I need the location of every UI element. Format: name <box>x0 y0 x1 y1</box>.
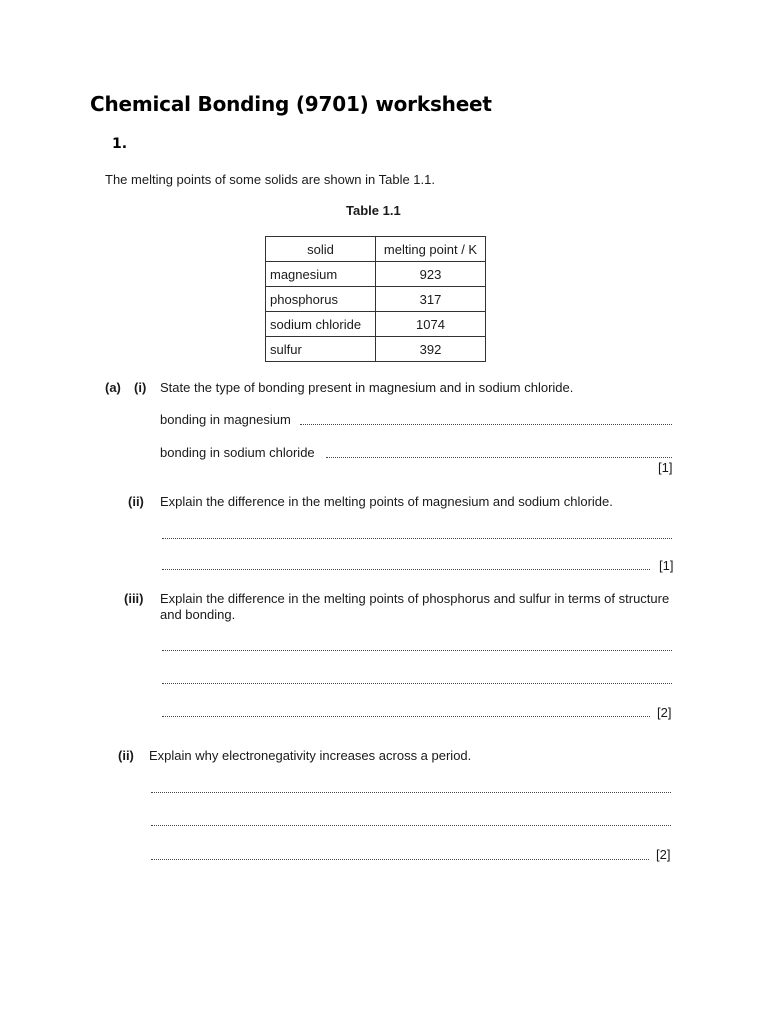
answer-line-bonding-sodium-chloride[interactable] <box>326 456 672 458</box>
table-cell-melting-point: 317 <box>376 287 486 312</box>
part-a-iii-question-line2: and bonding. <box>160 607 236 622</box>
part-a-iii-label: (iii) <box>124 591 144 606</box>
table-row <box>266 287 486 312</box>
question-intro: The melting points of some solids are shown in Table 1.1. <box>105 172 435 187</box>
answer-line-a-ii-1[interactable] <box>162 537 672 539</box>
marks-ii: [2] <box>656 847 671 862</box>
bonding-magnesium-label: bonding in magnesium <box>160 412 291 427</box>
part-a-ii-label: (ii) <box>128 494 144 509</box>
question-number: 1. <box>112 136 128 152</box>
table-row <box>266 312 486 337</box>
answer-line-ii-3[interactable] <box>151 858 649 860</box>
melting-point-table <box>265 236 486 362</box>
part-a-i-question: State the type of bonding present in magnesium and in sodium chloride. <box>160 380 574 395</box>
table-row <box>266 262 486 287</box>
marks-a-i: [1] <box>658 460 673 475</box>
part-a-i-label: (i) <box>134 380 147 395</box>
part-a-label: (a) <box>105 380 121 395</box>
part-ii-question: Explain why electronegativity increases across a period. <box>149 748 472 763</box>
table-header-melting-point: melting point / K <box>376 237 486 262</box>
page-title: Chemical Bonding (9701) worksheet <box>90 92 492 116</box>
table-row <box>266 337 486 362</box>
answer-line-ii-1[interactable] <box>151 791 671 793</box>
table-cell-melting-point: 1074 <box>376 312 486 337</box>
marks-a-iii: [2] <box>657 705 672 720</box>
part-a-ii-question: Explain the difference in the melting points of magnesium and sodium chloride. <box>160 494 613 509</box>
table-cell-solid: sulfur <box>266 337 376 362</box>
answer-line-a-iii-3[interactable] <box>162 715 650 717</box>
bonding-sodium-chloride-label: bonding in sodium chloride <box>160 445 315 460</box>
table-cell-solid: magnesium <box>266 262 376 287</box>
table-cell-solid: phosphorus <box>266 287 376 312</box>
table-header-solid: solid <box>266 237 376 262</box>
answer-line-ii-2[interactable] <box>151 824 671 826</box>
answer-line-bonding-magnesium[interactable] <box>300 423 672 425</box>
answer-line-a-ii-2[interactable] <box>162 568 650 570</box>
table-cell-solid: sodium chloride <box>266 312 376 337</box>
part-a-iii-question-line1: Explain the difference in the melting points of phosphorus and sulfur in terms of structure <box>160 591 670 606</box>
answer-line-a-iii-1[interactable] <box>162 649 672 651</box>
answer-line-a-iii-2[interactable] <box>162 682 672 684</box>
part-ii-label: (ii) <box>118 748 134 763</box>
table-cell-melting-point: 392 <box>376 337 486 362</box>
table-caption: Table 1.1 <box>346 203 401 218</box>
marks-a-ii: [1] <box>659 558 674 573</box>
table-cell-melting-point: 923 <box>376 262 486 287</box>
table-header-row <box>266 237 486 262</box>
